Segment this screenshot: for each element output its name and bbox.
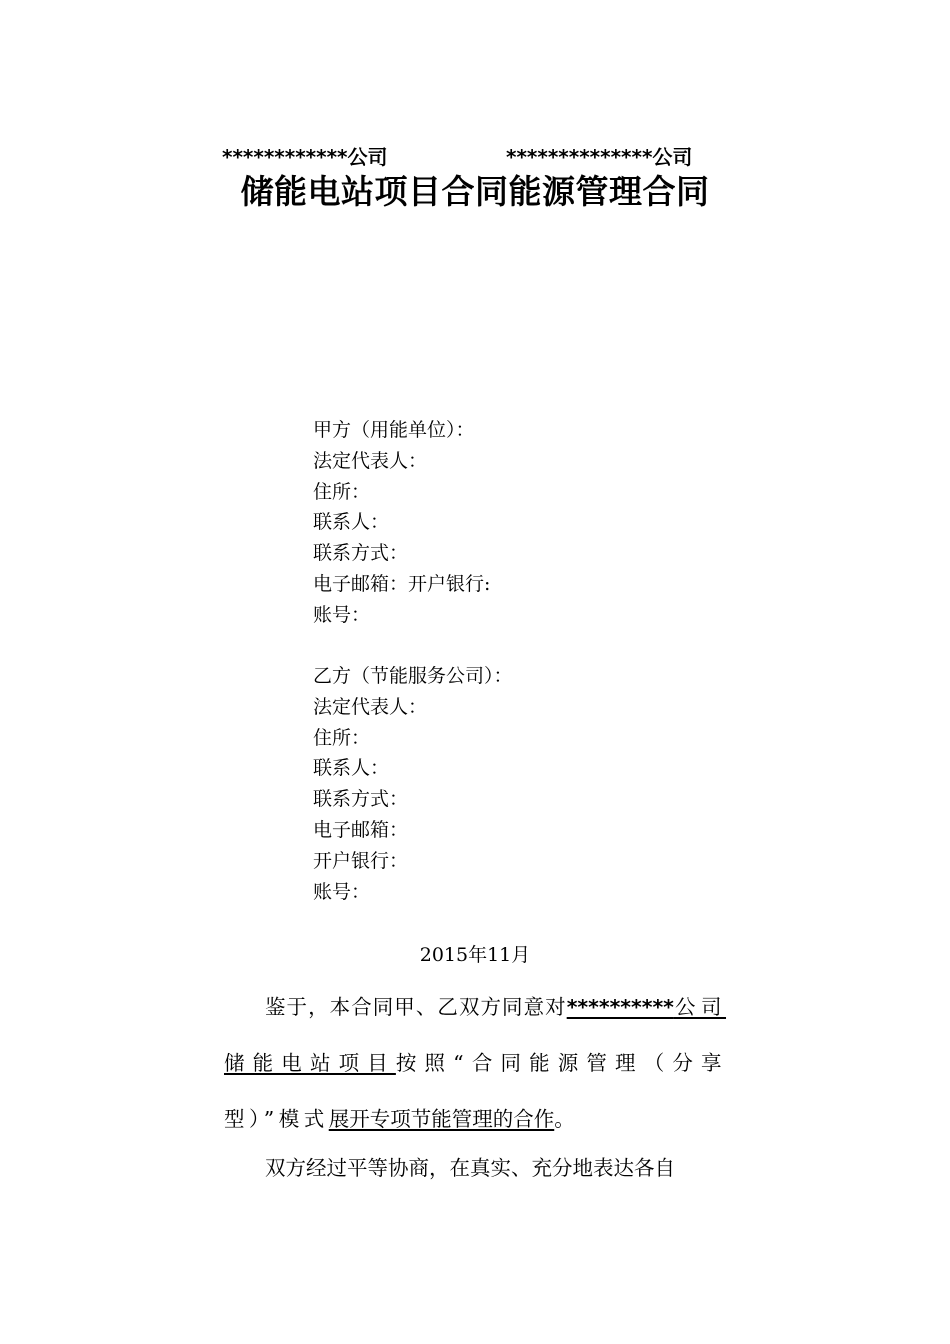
party-b-bank: 开户银行：	[313, 849, 409, 872]
party-a-address: 住所：	[313, 480, 371, 503]
company-a-name: ************公司	[222, 145, 388, 169]
party-a-contact: 联系人：	[313, 511, 390, 534]
party-b-email: 电子邮箱：	[313, 818, 409, 841]
document-title: 储能电站项目合同能源管理合同	[240, 172, 710, 211]
recital-company-stars: **********	[566, 995, 674, 1019]
recital-period: 。	[554, 1107, 575, 1131]
recital-cooperation: 展开专项节能管理的合作	[328, 1107, 555, 1131]
party-b-block	[313, 661, 513, 907]
recital-text-start: 鉴于，本合同甲、乙双方同意对	[265, 995, 567, 1019]
party-b-contact: 联系人：	[313, 757, 390, 780]
party-a-phone: 联系方式：	[313, 542, 409, 565]
negotiation-text: 双方经过平等协商，在真实、充分地表达各自	[265, 1156, 675, 1180]
party-a-heading: 甲方（用能单位）：	[313, 419, 475, 441]
company-b-name: **************公司	[506, 145, 693, 169]
negotiation-paragraph	[224, 1140, 726, 1196]
party-a-account: 账号：	[313, 603, 371, 626]
recital-project-name: 公司储能电站项目	[224, 995, 727, 1075]
contract-date: 2015年11月	[419, 944, 531, 966]
party-a-email-bank: 电子邮箱：开户银行:	[313, 572, 491, 595]
party-b-legal-rep: 法定代表人：	[313, 695, 428, 718]
party-b-heading: 乙方（节能服务公司）：	[313, 665, 513, 687]
party-b-phone: 联系方式：	[313, 788, 409, 811]
party-a-block	[313, 415, 490, 631]
party-b-account: 账号：	[313, 880, 371, 903]
party-a-legal-rep: 法定代表人：	[313, 449, 428, 472]
recital-paragraph	[224, 979, 726, 1147]
party-b-address: 住所：	[313, 726, 371, 749]
recital-text-mode: 按照“合同能源管理（分享型）”模式	[224, 1051, 726, 1131]
